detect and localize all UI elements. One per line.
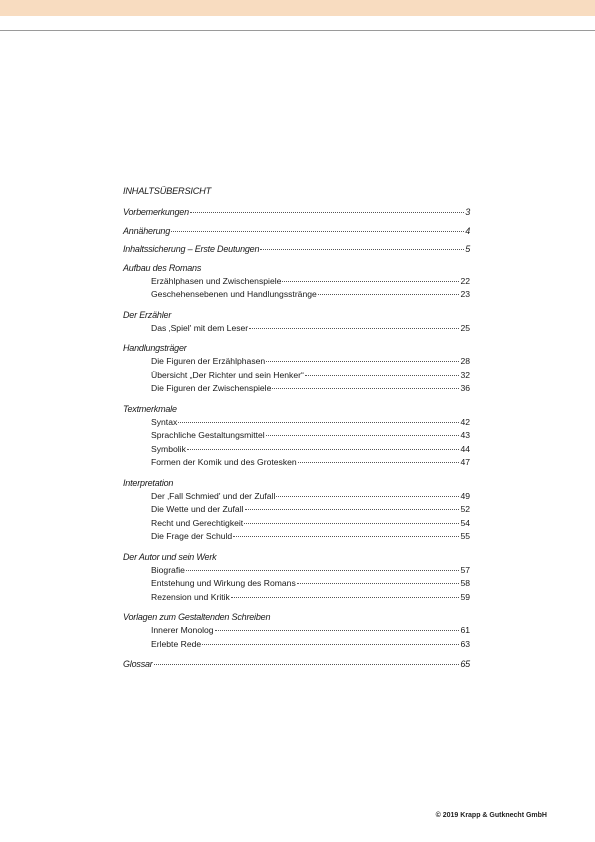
toc-entry-label: Die Frage der Schuld xyxy=(151,531,233,541)
toc-entry-label: Vorbemerkungen xyxy=(123,207,189,217)
toc-page-number: 57 xyxy=(460,564,470,575)
toc-entry-label: Glossar xyxy=(123,659,153,669)
toc-entry[interactable] xyxy=(123,591,470,605)
toc-page-number: 55 xyxy=(460,531,470,541)
toc-page-number: 44 xyxy=(460,443,470,454)
toc-entry-label: Erzählphasen und Zwischenspiele xyxy=(151,275,282,286)
dot-leader xyxy=(318,294,460,295)
toc-entry-label: Formen der Komik und des Grotesken xyxy=(151,457,297,467)
toc-top-entry xyxy=(123,225,470,239)
toc-entry[interactable] xyxy=(123,530,470,544)
toc-page-number: 22 xyxy=(460,275,470,286)
toc-page-number: 28 xyxy=(460,356,470,366)
dot-leader xyxy=(231,597,460,598)
toc-top-entry xyxy=(123,206,470,220)
toc-entry[interactable] xyxy=(123,517,470,531)
dot-leader xyxy=(266,361,459,362)
toc-entry[interactable] xyxy=(123,382,470,396)
toc-body xyxy=(123,206,470,672)
toc-page-number: 25 xyxy=(460,322,470,333)
dot-leader xyxy=(282,281,459,282)
toc-section xyxy=(123,309,470,336)
dot-leader xyxy=(245,509,460,510)
toc-section xyxy=(123,342,470,396)
toc-page-number: 47 xyxy=(460,457,470,467)
header-band xyxy=(0,0,595,16)
toc-page-number: 36 xyxy=(460,383,470,393)
dot-leader xyxy=(233,536,459,537)
toc-section-heading: Handlungsträger xyxy=(123,343,187,353)
toc-top-entry xyxy=(123,658,470,672)
toc-entry[interactable] xyxy=(123,490,470,504)
toc-page-number: 58 xyxy=(460,578,470,588)
toc-page-number: 43 xyxy=(460,430,470,440)
toc-section xyxy=(123,477,470,544)
toc-entry-label: Der ‚Fall Schmied' und der Zufall xyxy=(151,490,276,501)
dot-leader xyxy=(187,449,460,450)
dot-leader xyxy=(272,388,459,389)
toc-entry-label: Die Figuren der Zwischenspiele xyxy=(151,383,272,393)
toc-entry-label: Annäherung xyxy=(123,225,171,236)
toc-page-number: 5 xyxy=(465,244,470,254)
toc-entry[interactable] xyxy=(123,206,470,220)
toc-page-number: 63 xyxy=(460,638,470,649)
toc-section xyxy=(123,262,470,302)
dot-leader xyxy=(215,630,460,631)
toc-title: INHALTSÜBERSICHT xyxy=(123,186,212,196)
toc-entry[interactable] xyxy=(123,355,470,369)
toc-page-number: 4 xyxy=(465,225,470,236)
dot-leader xyxy=(186,570,460,571)
toc-entry-label: Rezension und Kritik xyxy=(151,591,230,602)
toc-page-number: 42 xyxy=(460,416,470,427)
toc-entry[interactable] xyxy=(123,564,470,578)
dot-leader xyxy=(260,249,464,250)
toc-section-heading: Aufbau des Romans xyxy=(123,262,202,273)
toc-entry[interactable] xyxy=(123,503,470,517)
dot-leader xyxy=(297,583,460,584)
dot-leader xyxy=(190,212,464,213)
toc-page-number: 52 xyxy=(460,504,470,514)
dot-leader xyxy=(298,462,460,463)
toc-page-number: 54 xyxy=(460,517,470,528)
dot-leader xyxy=(244,523,459,524)
toc-section xyxy=(123,403,470,470)
dot-leader xyxy=(305,375,460,376)
toc-entry[interactable] xyxy=(123,456,470,470)
toc-entry[interactable] xyxy=(123,577,470,591)
dot-leader xyxy=(249,328,459,329)
toc-entry-label: Das ‚Spiel' mit dem Leser xyxy=(151,322,249,333)
toc-section-heading: Vorlagen zum Gestaltenden Schreiben xyxy=(123,612,271,622)
toc-entry[interactable] xyxy=(123,638,470,652)
toc-section xyxy=(123,611,470,651)
toc-page-number: 32 xyxy=(460,369,470,380)
dot-leader xyxy=(276,496,459,497)
toc-entry-label: Entstehung und Wirkung des Romans xyxy=(151,578,296,588)
toc-page-number: 3 xyxy=(465,207,470,217)
toc-entry-label: Sprachliche Gestaltungsmittel xyxy=(151,430,265,440)
toc-entry-label: Innerer Monolog xyxy=(151,625,214,635)
header-rule xyxy=(0,30,595,31)
toc-section xyxy=(123,551,470,605)
toc-section-heading: Der Autor und sein Werk xyxy=(123,551,217,562)
toc-entry[interactable] xyxy=(123,275,470,289)
toc-entry-label: Geschehensebenen und Handlungsstränge xyxy=(151,289,317,299)
toc-entry-label: Syntax xyxy=(151,416,178,427)
toc-entry[interactable] xyxy=(123,429,470,443)
toc-entry[interactable] xyxy=(123,322,470,336)
dot-leader xyxy=(178,422,459,423)
copyright-footer: © 2019 Krapp & Gutknecht GmbH xyxy=(435,812,547,819)
toc-entry-label: Symbolik xyxy=(151,443,186,454)
toc-entry-label: Biografie xyxy=(151,564,185,575)
dot-leader xyxy=(171,231,464,232)
toc-entry-label: Recht und Gerechtigkeit xyxy=(151,517,244,528)
toc-entry-label: Die Figuren der Erzählphasen xyxy=(151,356,266,366)
toc-page-number: 59 xyxy=(460,591,470,602)
toc-entry[interactable] xyxy=(123,416,470,430)
toc-page-number: 65 xyxy=(460,659,470,669)
toc-entry[interactable] xyxy=(123,443,470,457)
toc-section-heading: Der Erzähler xyxy=(123,309,172,320)
toc-entry[interactable] xyxy=(123,369,470,383)
toc-page-number: 49 xyxy=(460,490,470,501)
toc-entry[interactable] xyxy=(123,624,470,638)
toc-entry[interactable] xyxy=(123,225,470,239)
toc-entry[interactable] xyxy=(123,288,470,302)
dot-leader xyxy=(266,435,460,436)
toc-entry-label: Die Wette und der Zufall xyxy=(151,504,244,514)
toc-entry-label: Inhaltssicherung – Erste Deutungen xyxy=(123,244,260,254)
toc-entry-label: Übersicht „Der Richter und sein Henker“ xyxy=(151,369,304,380)
toc-page-number: 61 xyxy=(460,625,470,635)
dot-leader xyxy=(202,644,459,645)
toc-page-number: 23 xyxy=(460,289,470,299)
toc-section-heading: Interpretation xyxy=(123,477,174,488)
toc-top-entry xyxy=(123,243,470,257)
table-of-contents xyxy=(123,185,470,677)
toc-section-heading: Textmerkmale xyxy=(123,403,177,414)
toc-entry[interactable] xyxy=(123,243,470,257)
dot-leader xyxy=(154,664,460,665)
toc-entry[interactable] xyxy=(123,658,470,672)
toc-entry-label: Erlebte Rede xyxy=(151,638,202,649)
